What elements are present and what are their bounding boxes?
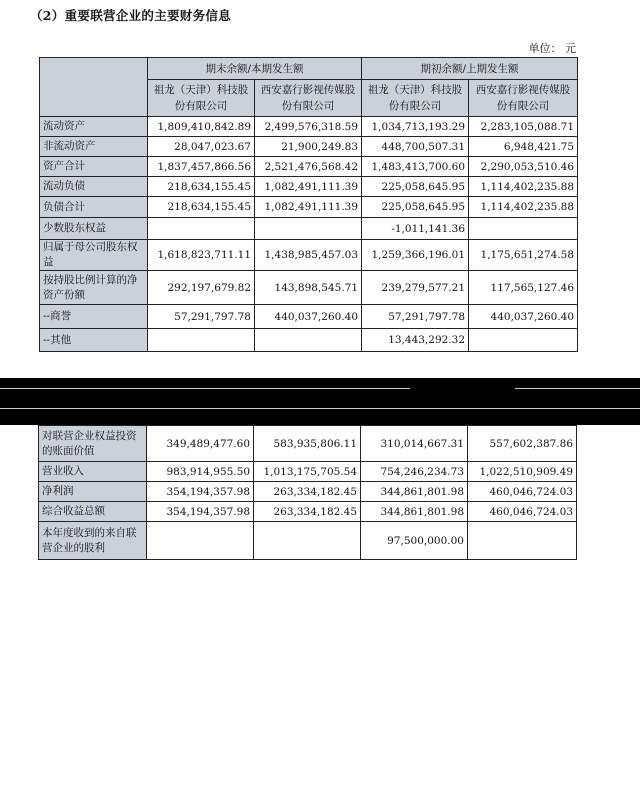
unit-label: 单位： 元 [528,42,576,55]
value-cell [255,329,362,352]
value-cell: 225,058,645.95 [362,177,469,197]
row-label: 流动资产 [40,117,148,137]
value-cell: 2,290,053,510.46 [469,157,578,177]
value-cell: 754,246,234.73 [361,462,468,482]
value-cell: 1,483,413,700.60 [362,157,469,177]
value-cell: 2,499,576,318.59 [255,117,362,137]
value-cell: 344,861,801.98 [361,502,468,522]
document-page-bottom [0,425,640,791]
header-blank-cell [40,58,148,117]
table-row [39,482,577,502]
financial-table-bottom [38,425,577,560]
table-row [40,197,578,218]
value-cell: 1,809,410,842.89 [148,117,255,137]
value-cell: 218,634,155.45 [148,197,255,218]
row-label: 负债合计 [40,197,148,218]
row-label: 非流动资产 [40,137,148,157]
financial-table-top [39,57,578,352]
value-cell: 263,334,182.45 [254,482,361,502]
value-cell: 983,914,955.50 [147,462,254,482]
value-cell: 1,438,985,457.03 [255,240,362,271]
row-label: 归属于母公司股东权益 [40,240,148,271]
value-cell: 1,114,402,235.88 [469,177,578,197]
value-cell [147,522,254,560]
value-cell: 460,046,724.03 [468,502,577,522]
value-cell: 117,565,127.46 [469,271,578,305]
value-cell: 6,948,421.75 [469,137,578,157]
row-label: 本年度收到的来自联营企业的股利 [39,522,147,560]
row-label: 按持股比例计算的净资产份额 [40,271,148,305]
table-row [40,218,578,240]
value-cell: 292,197,679.82 [148,271,255,305]
value-cell: 1,175,651,274.58 [469,240,578,271]
table-row [39,502,577,522]
value-cell: 2,283,105,088.71 [469,117,578,137]
value-cell: 57,291,797.78 [148,305,255,329]
divider-line [515,388,640,389]
header-company: 西安嘉行影视传媒股份有限公司 [469,80,578,117]
header-company: 祖龙（天津）科技股份有限公司 [362,80,469,117]
value-cell: 349,489,477.60 [147,426,254,462]
header-company: 西安嘉行影视传媒股份有限公司 [255,80,362,117]
row-label: 对联营企业权益投资的账面价值 [39,426,147,462]
table-row [40,329,578,352]
value-cell: 1,618,823,711.11 [148,240,255,271]
header-company: 祖龙（天津）科技股份有限公司 [148,80,255,117]
value-cell: 354,194,357.98 [147,482,254,502]
divider-line [0,388,410,389]
value-cell: 557,602,387.86 [468,426,577,462]
table-row [40,177,578,197]
table-row [39,522,577,560]
value-cell [468,522,577,560]
value-cell: 344,861,801.98 [361,482,468,502]
table-row [40,117,578,137]
value-cell [469,329,578,352]
section-title: （2）重要联营企业的主要财务信息 [30,8,231,23]
value-cell: 1,034,713,193.29 [362,117,469,137]
document-page-top [0,0,640,378]
value-cell [148,218,255,240]
value-cell [254,522,361,560]
value-cell [255,218,362,240]
value-cell: 448,700,507.31 [362,137,469,157]
row-label: 少数股东权益 [40,218,148,240]
value-cell: 354,194,357.98 [147,502,254,522]
value-cell: 28,047,023.67 [148,137,255,157]
row-label: 综合收益总额 [39,502,147,522]
value-cell: 1,082,491,111.39 [255,197,362,218]
page-gap [0,378,640,425]
row-label: --其他 [40,329,148,352]
table-row [40,157,578,177]
value-cell: 440,037,260.40 [255,305,362,329]
value-cell: 218,634,155.45 [148,177,255,197]
value-cell: 1,259,366,196.01 [362,240,469,271]
value-cell: 1,022,510,909.49 [468,462,577,482]
row-label: 营业收入 [39,462,147,482]
table-row [39,426,577,462]
divider-line [0,408,640,409]
row-label: 净利润 [39,482,147,502]
value-cell: 1,837,457,866.56 [148,157,255,177]
table-row [39,462,577,482]
value-cell: 310,014,667.31 [361,426,468,462]
value-cell: 2,521,476,568.42 [255,157,362,177]
value-cell: 1,013,175,705.54 [254,462,361,482]
header-period-end: 期末余额/本期发生额 [148,58,362,80]
value-cell: 225,058,645.95 [362,197,469,218]
header-period-begin: 期初余额/上期发生额 [362,58,578,80]
value-cell [148,329,255,352]
value-cell: 21,900,249.83 [255,137,362,157]
value-cell: 263,334,182.45 [254,502,361,522]
row-label: --商誉 [40,305,148,329]
table-row [40,305,578,329]
table-row [40,240,578,271]
value-cell: 460,046,724.03 [468,482,577,502]
value-cell [469,218,578,240]
value-cell: 1,114,402,235.88 [469,197,578,218]
table-row [40,271,578,305]
value-cell: -1,011,141.36 [362,218,469,240]
value-cell: 239,279,577.21 [362,271,469,305]
value-cell: 143,898,545.71 [255,271,362,305]
value-cell: 13,443,292.32 [362,329,469,352]
value-cell: 97,500,000.00 [361,522,468,560]
value-cell: 57,291,797.78 [362,305,469,329]
row-label: 流动负债 [40,177,148,197]
value-cell: 583,935,806.11 [254,426,361,462]
value-cell: 440,037,260.40 [469,305,578,329]
value-cell: 1,082,491,111.39 [255,177,362,197]
table-row [40,137,578,157]
row-label: 资产合计 [40,157,148,177]
